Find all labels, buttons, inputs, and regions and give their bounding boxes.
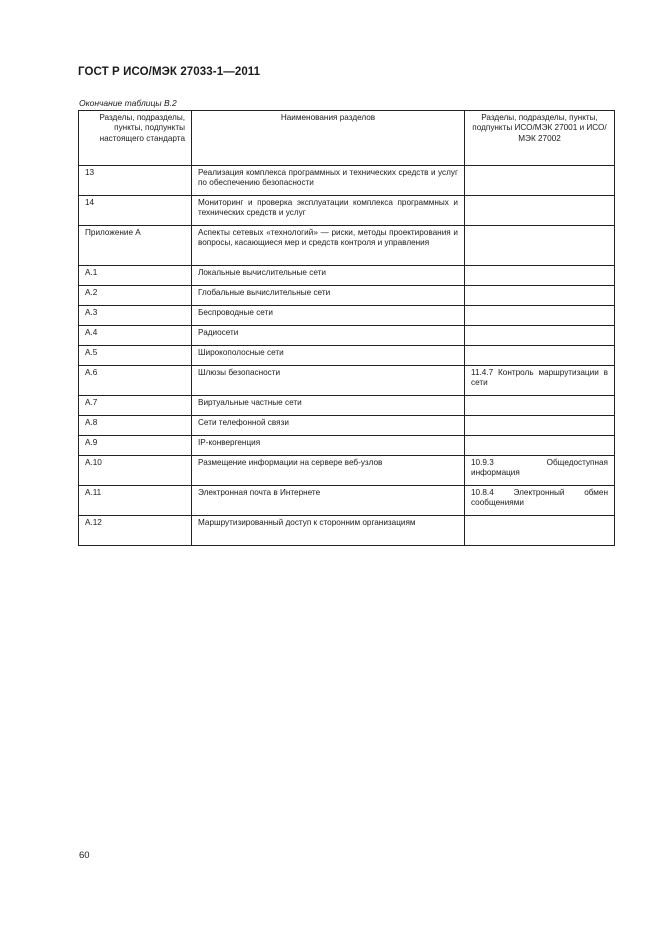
cell-name: Размещение информации на сервере веб-узлов (192, 456, 465, 486)
cell-ref (465, 196, 615, 226)
cell-name: Глобальные вычислительные сети (192, 286, 465, 306)
cell-section: А.2 (79, 286, 192, 306)
cell-section: А.10 (79, 456, 192, 486)
table-row (79, 286, 615, 306)
cell-section: А.1 (79, 266, 192, 286)
cell-ref (465, 306, 615, 326)
cell-ref (465, 516, 615, 546)
table-row (79, 266, 615, 286)
cell-ref (465, 166, 615, 196)
cell-ref (465, 396, 615, 416)
cell-section: А.6 (79, 366, 192, 396)
table-row (79, 416, 615, 436)
table-row (79, 196, 615, 226)
cell-name: Виртуальные частные сети (192, 396, 465, 416)
cell-section: А.9 (79, 436, 192, 456)
cell-section: А.7 (79, 396, 192, 416)
cell-name: Электронная почта в Интернете (192, 486, 465, 516)
table-row (79, 346, 615, 366)
cell-ref (465, 436, 615, 456)
mapping-table (78, 110, 615, 546)
cell-name: Радиосети (192, 326, 465, 346)
cell-section: А.4 (79, 326, 192, 346)
cell-ref (465, 226, 615, 266)
cell-name: Сети телефонной связи (192, 416, 465, 436)
cell-name: Широкополосные сети (192, 346, 465, 366)
table-header-row (79, 111, 615, 166)
cell-name: Локальные вычислительные сети (192, 266, 465, 286)
cell-section: А.12 (79, 516, 192, 546)
table-row (79, 226, 615, 266)
cell-section: А.11 (79, 486, 192, 516)
cell-name: Мониторинг и проверка эксплуатации комплекса программных и технических средств и услуг (192, 196, 465, 226)
cell-name: Аспекты сетевых «технологий» — риски, методы проектирования и вопросы, касающиеся мер и средств контроля и управления (192, 226, 465, 266)
cell-name: Реализация комплекса программных и технических средств и услуг по обеспечению безопасности (192, 166, 465, 196)
cell-ref (465, 286, 615, 306)
table-row (79, 166, 615, 196)
cell-ref (465, 346, 615, 366)
cell-section: А.5 (79, 346, 192, 366)
cell-section: 13 (79, 166, 192, 196)
table-row (79, 436, 615, 456)
cell-section: А.3 (79, 306, 192, 326)
column-header-name: Наименования разделов (192, 111, 465, 166)
document-header: ГОСТ Р ИСО/МЭК 27033-1—2011 (78, 66, 261, 78)
table-row (79, 486, 615, 516)
table-row (79, 516, 615, 546)
table-row (79, 366, 615, 396)
table-caption: Окончание таблицы В.2 (79, 98, 177, 108)
table-row (79, 326, 615, 346)
cell-ref: 10.8.4 Электронный обмен сообщениями (465, 486, 615, 516)
table-row (79, 306, 615, 326)
cell-section: Приложение А (79, 226, 192, 266)
table-row (79, 396, 615, 416)
page-number: 60 (79, 850, 90, 861)
cell-ref: 11.4.7 Контроль маршрутизации в сети (465, 366, 615, 396)
cell-name: Беспроводные сети (192, 306, 465, 326)
cell-ref (465, 266, 615, 286)
cell-ref: 10.9.3 Общедоступная информация (465, 456, 615, 486)
cell-name: IP-конвергенция (192, 436, 465, 456)
cell-ref (465, 326, 615, 346)
table-row (79, 456, 615, 486)
column-header-ref: Разделы, подразделы, пункты, подпункты ИСО/МЭК 27001 и ИСО/МЭК 27002 (465, 111, 615, 166)
cell-name: Маршрутизированный доступ к сторонним организациям (192, 516, 465, 546)
column-header-section: Разделы, подразделы, пункты, подпункты настоящего стандарта (79, 111, 192, 166)
cell-section: А.8 (79, 416, 192, 436)
cell-ref (465, 416, 615, 436)
cell-name: Шлюзы безопасности (192, 366, 465, 396)
cell-section: 14 (79, 196, 192, 226)
